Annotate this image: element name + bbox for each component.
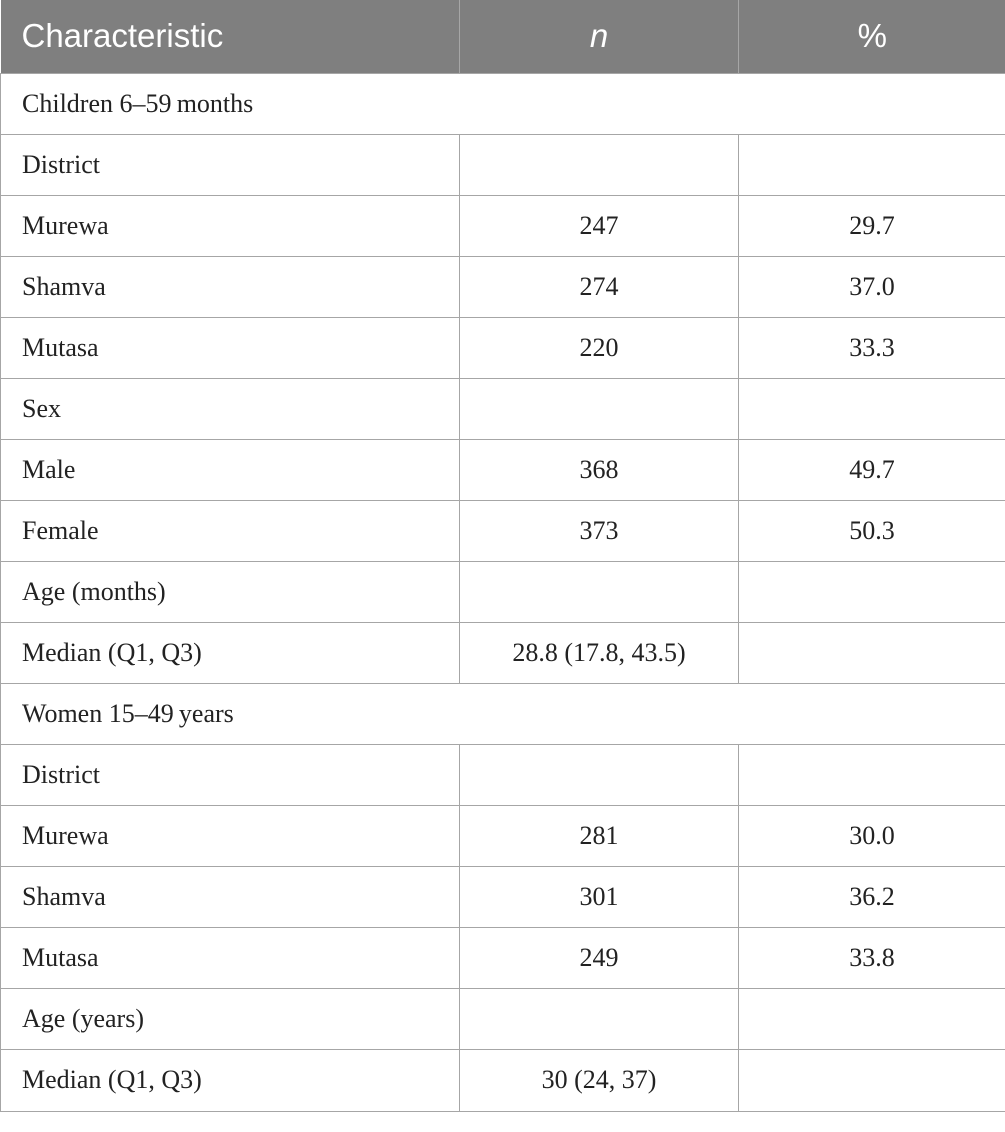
group-row — [1, 744, 1005, 805]
table-row — [1, 439, 1005, 500]
section-row — [1, 683, 1005, 744]
n-cell — [460, 744, 739, 805]
n-cell: 247 — [460, 195, 739, 256]
percent-cell: 36.2 — [739, 866, 1005, 927]
row-label: Male — [1, 439, 460, 500]
group-row — [1, 378, 1005, 439]
group-label: District — [1, 134, 460, 195]
row-label: Murewa — [1, 805, 460, 866]
header-row — [1, 0, 1005, 73]
table-row — [1, 805, 1005, 866]
percent-cell — [739, 561, 1005, 622]
percent-cell — [739, 134, 1005, 195]
group-row — [1, 988, 1005, 1049]
n-cell — [460, 561, 739, 622]
percent-cell — [739, 1049, 1005, 1111]
n-cell: 301 — [460, 866, 739, 927]
percent-cell: 49.7 — [739, 439, 1005, 500]
group-label: District — [1, 744, 460, 805]
n-cell: 249 — [460, 927, 739, 988]
table-row — [1, 622, 1005, 683]
group-row — [1, 134, 1005, 195]
table-row — [1, 195, 1005, 256]
n-cell: 368 — [460, 439, 739, 500]
row-label: Shamva — [1, 866, 460, 927]
percent-cell: 30.0 — [739, 805, 1005, 866]
percent-cell — [739, 744, 1005, 805]
table-row — [1, 256, 1005, 317]
n-cell — [460, 988, 739, 1049]
row-label: Mutasa — [1, 927, 460, 988]
section-label: Children 6–59 months — [1, 73, 1005, 134]
header-characteristic: Characteristic — [1, 0, 460, 73]
table-body — [1, 73, 1005, 1111]
header-n: n — [460, 0, 739, 73]
n-cell — [460, 378, 739, 439]
section-row — [1, 73, 1005, 134]
row-label: Murewa — [1, 195, 460, 256]
percent-cell — [739, 988, 1005, 1049]
row-label: Shamva — [1, 256, 460, 317]
percent-cell: 29.7 — [739, 195, 1005, 256]
percent-cell: 50.3 — [739, 500, 1005, 561]
row-label: Median (Q1, Q3) — [1, 1049, 460, 1111]
table-row — [1, 1049, 1005, 1111]
percent-cell — [739, 378, 1005, 439]
n-cell: 30 (24, 37) — [460, 1049, 739, 1111]
row-label: Female — [1, 500, 460, 561]
row-label: Mutasa — [1, 317, 460, 378]
n-cell — [460, 134, 739, 195]
table-row — [1, 866, 1005, 927]
table-row — [1, 317, 1005, 378]
percent-cell — [739, 622, 1005, 683]
table-row — [1, 927, 1005, 988]
section-label: Women 15–49 years — [1, 683, 1005, 744]
group-label: Sex — [1, 378, 460, 439]
n-cell: 220 — [460, 317, 739, 378]
percent-cell: 33.3 — [739, 317, 1005, 378]
row-label: Median (Q1, Q3) — [1, 622, 460, 683]
n-cell: 274 — [460, 256, 739, 317]
table-row — [1, 500, 1005, 561]
table-header — [1, 0, 1005, 73]
header-percent: % — [739, 0, 1005, 73]
n-cell: 281 — [460, 805, 739, 866]
percent-cell: 33.8 — [739, 927, 1005, 988]
percent-cell: 37.0 — [739, 256, 1005, 317]
group-label: Age (months) — [1, 561, 460, 622]
n-cell: 373 — [460, 500, 739, 561]
group-row — [1, 561, 1005, 622]
group-label: Age (years) — [1, 988, 460, 1049]
n-cell: 28.8 (17.8, 43.5) — [460, 622, 739, 683]
